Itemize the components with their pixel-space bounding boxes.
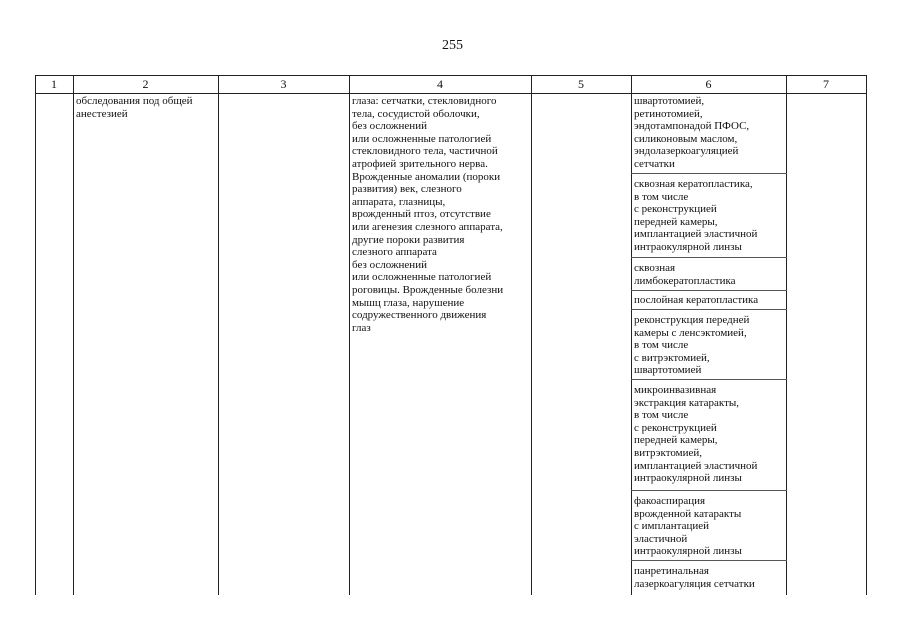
col6-separator-6	[631, 490, 787, 491]
header-col-6: 6	[705, 77, 712, 91]
col6-entry-2: сквозная кератопластика, в том числе с реконструкцией передней камеры, имплантацией эластичной интраокулярной линзы	[634, 178, 758, 253]
header-col-4: 4	[437, 77, 443, 91]
col6-separator-3	[631, 290, 787, 291]
col6-separator-7	[631, 560, 787, 561]
header-col-1: 1	[51, 77, 57, 91]
col6-separator-5	[631, 379, 787, 380]
col6-entry-1: швартотомией, ретинотомией, эндотампонадой ПФОС, силиконовым маслом, эндолазеркоагуляцией сетчатки	[634, 95, 750, 170]
col-border-7	[866, 75, 867, 595]
header-bottom-border	[35, 93, 867, 94]
col6-entry-4: послойная кератопластика	[634, 294, 759, 306]
col6-separator-1	[631, 173, 787, 174]
header-col-5: 5	[578, 77, 584, 91]
page-number: 255	[442, 38, 463, 53]
col6-separator-4	[631, 309, 787, 310]
col-border-0	[35, 75, 36, 595]
col6-entry-6: микроинвазивная экстракция катаракты, в том числе с реконструкцией передней камеры, витрэктомией, имплантацией эластичной интраокулярной линзы	[634, 384, 758, 485]
header-col-3: 3	[280, 77, 287, 91]
col6-entry-3: сквозная лимбокератопластика	[634, 262, 736, 287]
col-border-1	[73, 75, 74, 595]
col-border-4	[531, 75, 532, 595]
cell-col2-text: обследования под общей анестезией	[76, 95, 193, 120]
col6-separator-2	[631, 257, 787, 258]
col6-entry-8: панретинальная лазеркоагуляция сетчатки	[634, 565, 755, 590]
cell-col4-text: глаза: сетчатки, стекловидного тела, сосудистой оболочки, без осложнений или осложненные патологией стекловидного тела, частичной атрофией зрительного нерва. Врожденные аномалии (пороки развития) век, слезного аппарата, глазницы, врожденный птоз, отсутствие или агенезия слезного аппарата, другие пороки развития слезного аппарата без осложнений или осложненные патологией роговицы. Врожденные болезни мышц глаза, нарушение содружественного движения глаз	[352, 95, 504, 334]
col6-entry-7: факоаспирация врожденной катаракты с имплантацией эластичной интраокулярной линзы	[634, 495, 742, 558]
col-border-6	[786, 75, 787, 595]
header-col-7: 7	[823, 77, 829, 91]
col-border-2	[218, 75, 219, 595]
col6-entry-5: реконструкция передней камеры с ленсэктомией, в том числе с витрэктомией, швартотомией	[634, 314, 750, 377]
header-col-2: 2	[142, 77, 149, 91]
table-top-border	[35, 75, 867, 76]
